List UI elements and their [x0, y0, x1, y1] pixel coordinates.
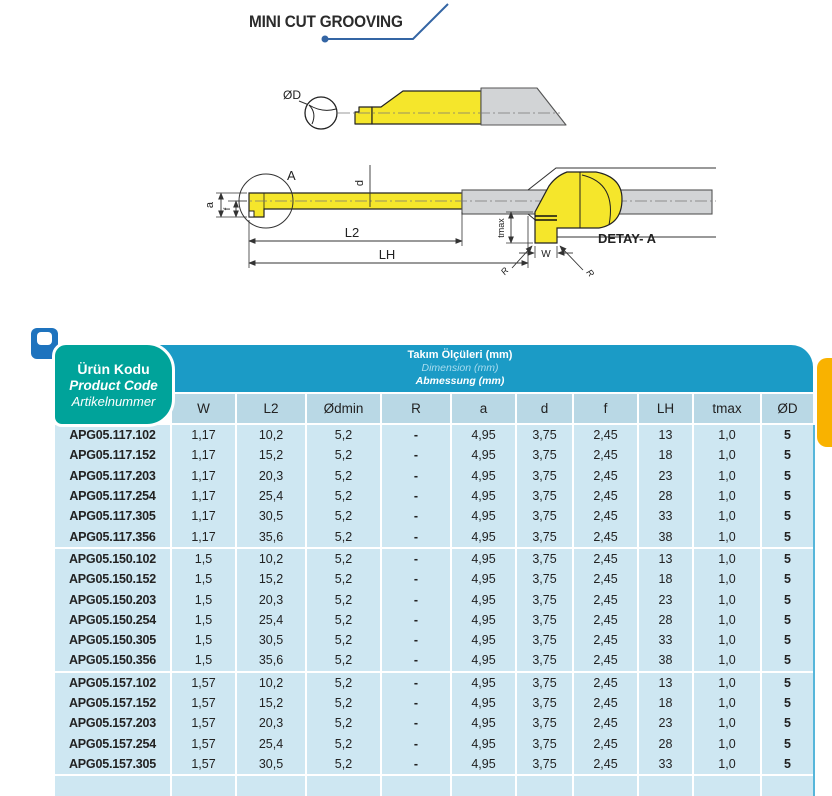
value-cell-R: -	[380, 589, 450, 609]
product-code-cell: APG05.117.203	[55, 466, 170, 486]
page-title: MINI CUT GROOVING	[249, 13, 403, 31]
value-cell-tmax: 1,0	[692, 445, 760, 465]
value-cell-f: 2,45	[572, 506, 637, 526]
column-header-f: f	[572, 394, 637, 423]
empty-cell	[55, 776, 170, 796]
value-cell-L2: 25,4	[235, 610, 305, 630]
value-cell-L2: 35,6	[235, 526, 305, 546]
value-cell-Ødmin: 5,2	[305, 673, 380, 693]
value-cell-R: -	[380, 486, 450, 506]
value-cell-W: 1,57	[170, 754, 235, 774]
dim-a-label: a	[204, 201, 216, 209]
value-cell-R: -	[380, 569, 450, 589]
value-cell-d: 3,75	[515, 589, 572, 609]
value-cell-L2: 10,2	[235, 673, 305, 693]
value-cell-L2: 20,3	[235, 466, 305, 486]
value-cell-LH: 33	[637, 630, 692, 650]
empty-cell	[572, 776, 637, 796]
value-cell-ØD: 5	[760, 506, 813, 526]
value-cell-W: 1,17	[170, 466, 235, 486]
value-cell-R: -	[380, 650, 450, 670]
value-cell-a: 4,95	[450, 569, 515, 589]
value-cell-R: -	[380, 425, 450, 445]
value-cell-Ødmin: 5,2	[305, 445, 380, 465]
product-code-cell: APG05.117.152	[55, 445, 170, 465]
value-cell-W: 1,17	[170, 526, 235, 546]
dim-r-right-label: R	[584, 267, 597, 279]
value-cell-tmax: 1,0	[692, 630, 760, 650]
value-cell-a: 4,95	[450, 650, 515, 670]
value-cell-R: -	[380, 506, 450, 526]
value-cell-W: 1,17	[170, 486, 235, 506]
value-cell-LH: 13	[637, 673, 692, 693]
dim-d-label: d	[354, 179, 366, 187]
value-cell-ØD: 5	[760, 673, 813, 693]
value-cell-Ødmin: 5,2	[305, 650, 380, 670]
value-cell-Ødmin: 5,2	[305, 733, 380, 753]
value-cell-R: -	[380, 466, 450, 486]
value-cell-ØD: 5	[760, 486, 813, 506]
value-cell-d: 3,75	[515, 506, 572, 526]
value-cell-a: 4,95	[450, 589, 515, 609]
value-cell-L2: 10,2	[235, 549, 305, 569]
empty-cell	[692, 776, 760, 796]
dimension-header-tr: Takım Ölçüleri (mm)	[407, 349, 513, 361]
value-cell-Ødmin: 5,2	[305, 610, 380, 630]
value-cell-R: -	[380, 610, 450, 630]
product-code-cell: APG05.150.102	[55, 549, 170, 569]
value-cell-tmax: 1,0	[692, 589, 760, 609]
value-cell-f: 2,45	[572, 569, 637, 589]
value-cell-ØD: 5	[760, 425, 813, 445]
value-cell-tmax: 1,0	[692, 425, 760, 445]
value-cell-d: 3,75	[515, 754, 572, 774]
value-cell-LH: 33	[637, 506, 692, 526]
value-cell-R: -	[380, 713, 450, 733]
table-row	[55, 713, 813, 733]
value-cell-LH: 38	[637, 650, 692, 670]
empty-cell	[450, 776, 515, 796]
value-cell-Ødmin: 5,2	[305, 506, 380, 526]
dimension-header-en: Dimension (mm)	[421, 362, 499, 375]
value-cell-tmax: 1,0	[692, 506, 760, 526]
table-row	[55, 445, 813, 465]
value-cell-a: 4,95	[450, 425, 515, 445]
table-row	[55, 693, 813, 713]
value-cell-W: 1,5	[170, 549, 235, 569]
value-cell-f: 2,45	[572, 610, 637, 630]
value-cell-L2: 25,4	[235, 486, 305, 506]
dim-f-label: f	[222, 207, 232, 211]
detail-ref-label: A	[287, 168, 296, 183]
value-cell-ØD: 5	[760, 650, 813, 670]
value-cell-tmax: 1,0	[692, 486, 760, 506]
value-cell-W: 1,5	[170, 650, 235, 670]
side-tab	[817, 358, 832, 447]
value-cell-Ødmin: 5,2	[305, 569, 380, 589]
value-cell-LH: 38	[637, 526, 692, 546]
table-row	[55, 425, 813, 445]
value-cell-ØD: 5	[760, 466, 813, 486]
product-code-cell: APG05.157.152	[55, 693, 170, 713]
value-cell-LH: 13	[637, 549, 692, 569]
value-cell-L2: 15,2	[235, 693, 305, 713]
value-cell-f: 2,45	[572, 466, 637, 486]
product-code-cell: APG05.150.356	[55, 650, 170, 670]
value-cell-a: 4,95	[450, 713, 515, 733]
value-cell-R: -	[380, 526, 450, 546]
empty-cell	[637, 776, 692, 796]
value-cell-W: 1,17	[170, 506, 235, 526]
column-header-d: d	[515, 394, 572, 423]
table-row	[55, 526, 813, 546]
tool-shank	[481, 88, 566, 125]
detail-title-label: DETAY- A	[598, 231, 657, 246]
product-code-cell: APG05.117.356	[55, 526, 170, 546]
dim-l2-label: L2	[344, 225, 360, 240]
column-header-OD: ØD	[760, 394, 813, 423]
table-row	[55, 650, 813, 670]
value-cell-a: 4,95	[450, 693, 515, 713]
value-cell-W: 1,57	[170, 733, 235, 753]
value-cell-Ødmin: 5,2	[305, 693, 380, 713]
table-row	[55, 549, 813, 569]
column-header-tmax: tmax	[692, 394, 760, 423]
value-cell-L2: 35,6	[235, 650, 305, 670]
value-cell-a: 4,95	[450, 486, 515, 506]
value-cell-LH: 28	[637, 610, 692, 630]
value-cell-ØD: 5	[760, 733, 813, 753]
product-code-cell: APG05.117.254	[55, 486, 170, 506]
value-cell-Ødmin: 5,2	[305, 589, 380, 609]
value-cell-LH: 18	[637, 445, 692, 465]
product-code-header-en: Product Code	[69, 377, 158, 393]
table-row	[55, 466, 813, 486]
value-cell-d: 3,75	[515, 445, 572, 465]
technical-drawing	[0, 0, 832, 340]
value-cell-LH: 18	[637, 569, 692, 589]
value-cell-W: 1,57	[170, 713, 235, 733]
value-cell-tmax: 1,0	[692, 713, 760, 733]
table-row	[55, 569, 813, 589]
product-code-cell: APG05.150.254	[55, 610, 170, 630]
product-code-cell: APG05.117.102	[55, 425, 170, 445]
value-cell-d: 3,75	[515, 630, 572, 650]
value-cell-a: 4,95	[450, 630, 515, 650]
value-cell-W: 1,57	[170, 673, 235, 693]
value-cell-a: 4,95	[450, 549, 515, 569]
value-cell-d: 3,75	[515, 526, 572, 546]
value-cell-R: -	[380, 630, 450, 650]
value-cell-d: 3,75	[515, 650, 572, 670]
value-cell-L2: 20,3	[235, 713, 305, 733]
value-cell-tmax: 1,0	[692, 650, 760, 670]
title-accent-line	[322, 4, 449, 43]
value-cell-tmax: 1,0	[692, 610, 760, 630]
value-cell-d: 3,75	[515, 673, 572, 693]
dim-lh-label: LH	[378, 247, 396, 262]
value-cell-R: -	[380, 693, 450, 713]
value-cell-tmax: 1,0	[692, 549, 760, 569]
value-cell-a: 4,95	[450, 506, 515, 526]
value-cell-d: 3,75	[515, 733, 572, 753]
value-cell-f: 2,45	[572, 754, 637, 774]
column-header-LH: LH	[637, 394, 692, 423]
value-cell-f: 2,45	[572, 549, 637, 569]
value-cell-W: 1,17	[170, 445, 235, 465]
empty-cell	[380, 776, 450, 796]
value-cell-f: 2,45	[572, 589, 637, 609]
dim-w-label: W	[541, 249, 551, 260]
value-cell-f: 2,45	[572, 486, 637, 506]
value-cell-f: 2,45	[572, 673, 637, 693]
value-cell-R: -	[380, 754, 450, 774]
value-cell-ØD: 5	[760, 754, 813, 774]
value-cell-LH: 23	[637, 466, 692, 486]
value-cell-Ødmin: 5,2	[305, 630, 380, 650]
product-code-cell: APG05.157.305	[55, 754, 170, 774]
carbide-body	[372, 91, 481, 124]
value-cell-L2: 20,3	[235, 589, 305, 609]
value-cell-ØD: 5	[760, 589, 813, 609]
value-cell-L2: 30,5	[235, 506, 305, 526]
value-cell-f: 2,45	[572, 526, 637, 546]
value-cell-W: 1,57	[170, 693, 235, 713]
value-cell-d: 3,75	[515, 549, 572, 569]
value-cell-W: 1,5	[170, 630, 235, 650]
value-cell-L2: 25,4	[235, 733, 305, 753]
empty-cell	[170, 776, 235, 796]
table-row	[55, 610, 813, 630]
value-cell-LH: 23	[637, 589, 692, 609]
empty-cell	[235, 776, 305, 796]
product-code-cell: APG05.150.203	[55, 589, 170, 609]
value-cell-d: 3,75	[515, 610, 572, 630]
value-cell-f: 2,45	[572, 733, 637, 753]
value-cell-W: 1,5	[170, 569, 235, 589]
value-cell-Ødmin: 5,2	[305, 526, 380, 546]
value-cell-tmax: 1,0	[692, 673, 760, 693]
value-cell-L2: 15,2	[235, 445, 305, 465]
value-cell-W: 1,17	[170, 425, 235, 445]
product-code-header-tr: Ürün Kodu	[77, 360, 150, 377]
value-cell-L2: 10,2	[235, 425, 305, 445]
value-cell-L2: 30,5	[235, 754, 305, 774]
value-cell-d: 3,75	[515, 425, 572, 445]
product-code-cell: APG05.157.102	[55, 673, 170, 693]
table-row	[55, 630, 813, 650]
empty-cell	[760, 776, 813, 796]
table-row	[55, 754, 813, 774]
value-cell-a: 4,95	[450, 754, 515, 774]
table-row	[55, 589, 813, 609]
value-cell-R: -	[380, 445, 450, 465]
dim-r-left-label: R	[498, 265, 511, 277]
value-cell-d: 3,75	[515, 693, 572, 713]
value-cell-R: -	[380, 673, 450, 693]
value-cell-f: 2,45	[572, 713, 637, 733]
value-cell-d: 3,75	[515, 466, 572, 486]
product-code-cell: APG05.157.254	[55, 733, 170, 753]
column-header-Odmin: Ødmin	[305, 394, 380, 423]
table-body	[55, 425, 815, 796]
tool-dimension-drawing	[204, 165, 716, 268]
value-cell-W: 1,5	[170, 610, 235, 630]
value-cell-a: 4,95	[450, 610, 515, 630]
dim-tmax-label: tmax	[496, 218, 506, 238]
value-cell-ØD: 5	[760, 526, 813, 546]
value-cell-W: 1,5	[170, 589, 235, 609]
value-cell-ØD: 5	[760, 693, 813, 713]
value-cell-ØD: 5	[760, 713, 813, 733]
value-cell-L2: 30,5	[235, 630, 305, 650]
insert-bar	[249, 193, 462, 217]
value-cell-a: 4,95	[450, 445, 515, 465]
value-cell-LH: 13	[637, 425, 692, 445]
value-cell-d: 3,75	[515, 713, 572, 733]
value-cell-LH: 18	[637, 693, 692, 713]
column-header-W: W	[170, 394, 235, 423]
column-header-R: R	[380, 394, 450, 423]
value-cell-tmax: 1,0	[692, 526, 760, 546]
column-header-a: a	[450, 394, 515, 423]
value-cell-L2: 15,2	[235, 569, 305, 589]
value-cell-a: 4,95	[450, 673, 515, 693]
cutting-tip	[355, 107, 372, 124]
value-cell-ØD: 5	[760, 610, 813, 630]
product-code-header-de: Artikelnummer	[71, 394, 156, 410]
value-cell-LH: 28	[637, 733, 692, 753]
table-row	[55, 673, 813, 693]
value-cell-Ødmin: 5,2	[305, 425, 380, 445]
product-code-header	[52, 342, 175, 427]
value-cell-LH: 33	[637, 754, 692, 774]
value-cell-Ødmin: 5,2	[305, 486, 380, 506]
value-cell-tmax: 1,0	[692, 466, 760, 486]
value-cell-d: 3,75	[515, 486, 572, 506]
value-cell-tmax: 1,0	[692, 569, 760, 589]
value-cell-f: 2,45	[572, 445, 637, 465]
value-cell-ØD: 5	[760, 549, 813, 569]
value-cell-LH: 28	[637, 486, 692, 506]
table-row	[55, 506, 813, 526]
product-table	[55, 345, 815, 796]
value-cell-Ødmin: 5,2	[305, 549, 380, 569]
product-code-cell: APG05.150.305	[55, 630, 170, 650]
value-cell-LH: 23	[637, 713, 692, 733]
value-cell-ØD: 5	[760, 630, 813, 650]
table-row	[55, 486, 813, 506]
tool-overview-drawing	[283, 88, 566, 129]
column-header-L2: L2	[235, 394, 305, 423]
tool-end-view-circle	[305, 97, 337, 129]
dimension-header	[153, 345, 813, 392]
table-row	[55, 733, 813, 753]
dimension-header-de: Abmessung (mm)	[415, 374, 505, 387]
value-cell-a: 4,95	[450, 733, 515, 753]
product-code-cell: APG05.157.203	[55, 713, 170, 733]
diameter-label: ØD	[283, 88, 301, 102]
value-cell-a: 4,95	[450, 526, 515, 546]
value-cell-tmax: 1,0	[692, 693, 760, 713]
value-cell-R: -	[380, 549, 450, 569]
empty-cell	[305, 776, 380, 796]
value-cell-Ødmin: 5,2	[305, 713, 380, 733]
value-cell-f: 2,45	[572, 425, 637, 445]
product-code-cell: APG05.150.152	[55, 569, 170, 589]
value-cell-tmax: 1,0	[692, 754, 760, 774]
table-filler-row	[55, 776, 813, 796]
value-cell-d: 3,75	[515, 569, 572, 589]
value-cell-a: 4,95	[450, 466, 515, 486]
value-cell-f: 2,45	[572, 650, 637, 670]
value-cell-ØD: 5	[760, 569, 813, 589]
value-cell-R: -	[380, 733, 450, 753]
empty-cell	[515, 776, 572, 796]
value-cell-f: 2,45	[572, 630, 637, 650]
value-cell-Ødmin: 5,2	[305, 466, 380, 486]
value-cell-tmax: 1,0	[692, 733, 760, 753]
product-code-cell: APG05.117.305	[55, 506, 170, 526]
value-cell-ØD: 5	[760, 445, 813, 465]
bookmark-icon-inner	[37, 332, 52, 345]
value-cell-f: 2,45	[572, 693, 637, 713]
value-cell-Ødmin: 5,2	[305, 754, 380, 774]
